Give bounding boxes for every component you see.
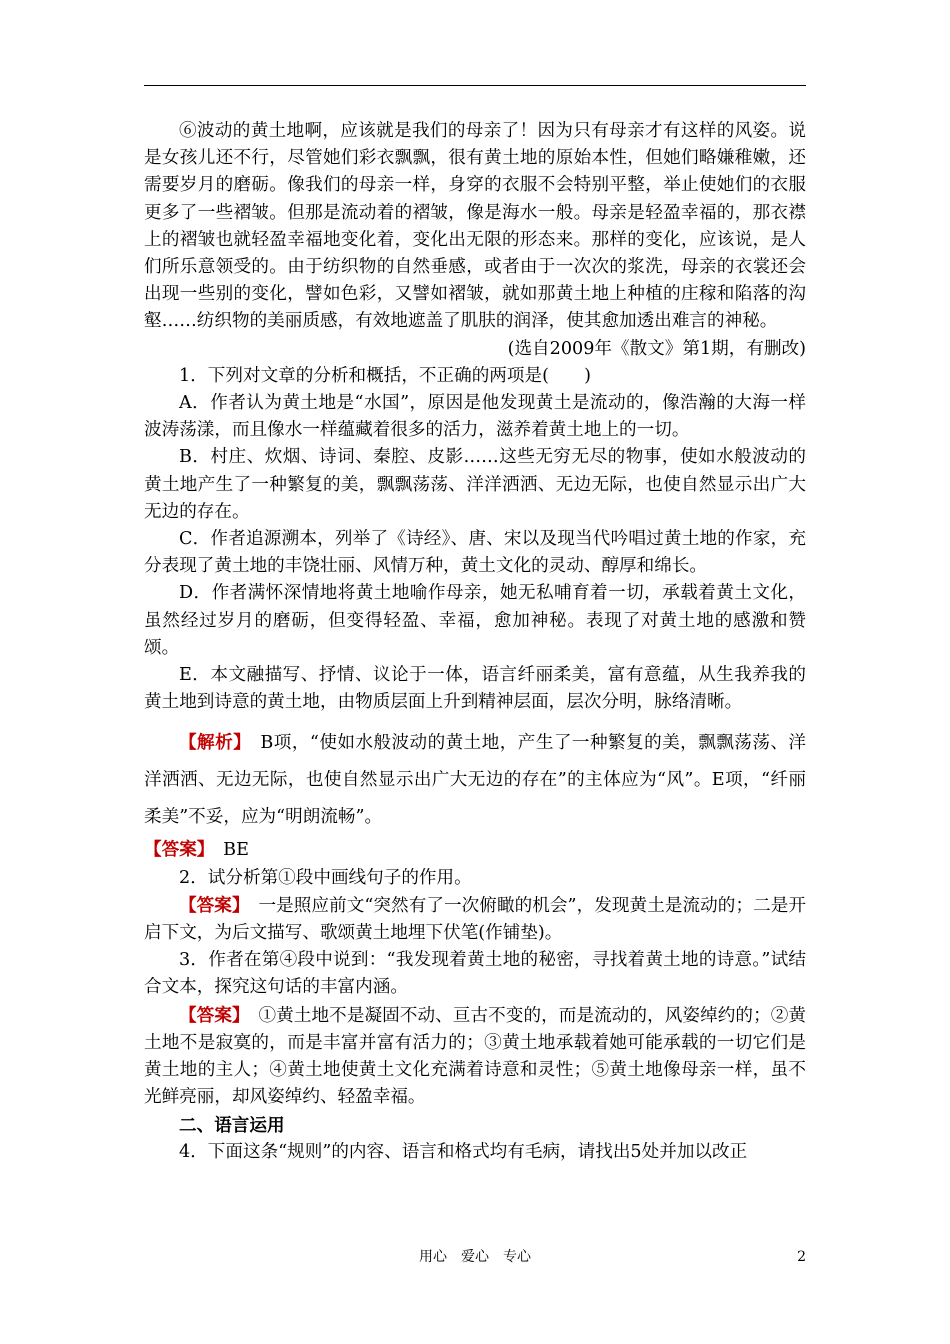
page-number: 2	[797, 1249, 806, 1265]
page-content	[144, 118, 806, 1166]
question-1-answer	[144, 836, 806, 864]
option-a: A．作者认为黄土地是“水国”，原因是他发现黄土是流动的，像浩瀚的大海一样波涛荡漾，而且像水一样蕴藏着很多的活力，滋养着黄土地上的一切。	[144, 393, 806, 441]
answer-text: 一是照应前文“突然有了一次俯瞰的机会”，发现黄土是流动的；二是开启下文，为后文描写、歌颂黄土地埋下伏笔(作铺垫)。	[144, 895, 807, 944]
question-2-answer	[144, 892, 806, 947]
option-d: D．作者满怀深情地将黄土地喻作母亲，她无私哺育着一切，承载着黄土文化，虽然经过岁月的磨砺，但变得轻盈、幸福，愈加神秘。表现了对黄土地的感激和赞颂。	[144, 583, 806, 658]
question-2-stem: 2．试分析第①段中画线句子的作用。	[179, 867, 472, 888]
question-3-stem: 3．作者在第④段中说到：“我发现着黄土地的秘密，寻找着黄土地的诗意。”试结合文本，探究这句话的丰富内涵。	[144, 950, 806, 998]
paragraph-6: ⑥波动的黄土地啊，应该就是我们的母亲了！因为只有母亲才有这样的风姿。说是女孩儿还不行，尽管她们彩衣飘飘，很有黄土地的原始本性，但她们略嫌稚嫩，还需要岁月的磨砺。像我们的母亲一样，身穿的衣服不会特别平整，举止使她们的衣服更多了一些褶皱。但那是流动着的褶皱，像是海水一般。母亲是轻盈幸福的，那衣襟上的褶皱也就轻盈幸福地变化着，变化出无限的形态来。那样的变化，应该说，是人们所乐意领受的。由于纺织物的自然垂感，或者由于一次次的浆洗，母亲的衣裳还会出现一些别的变化，譬如色彩，又譬如褶皱，就如那黄土地上种植的庄稼和陷落的沟壑……纺织物的美丽质感，有效地遮盖了肌肤的润泽，使其愈加透出难言的神秘。	[144, 121, 806, 332]
option-c: C．作者追源溯本，列举了《诗经》、唐、宋以及现当代吟唱过黄土地的作家，充分表现了黄土地的丰饶壮丽、风情万种，黄土文化的灵动、醇厚和绵长。	[144, 529, 806, 577]
footer-motto: 用心 爱心 专心	[419, 1249, 531, 1265]
answer-text: ①黄土地不是凝固不动、亘古不变的，而是流动的，风姿绰约的；②黄土地不是寂寞的，而是丰富并富有活力的；③黄土地承载着她可能承载的一切它们是黄土地的主人；④黄土地使黄土文化充满着诗意和灵性；⑤黄土地像母亲一样，虽不光鲜亮丽，却风姿绰约、轻盈幸福。	[144, 1005, 806, 1108]
question-3-answer	[144, 1002, 806, 1112]
analysis-label: 【解析】	[179, 732, 243, 754]
source-citation: (选自2009年《散文》第1期，有删改)	[507, 338, 806, 359]
answer-label: 【答案】	[179, 1004, 241, 1026]
question-1-analysis	[144, 724, 806, 836]
answer-label: 【答案】	[179, 894, 241, 916]
answer-text: BE	[205, 840, 249, 861]
option-b: B．村庄、炊烟、诗词、秦腔、皮影……这些无穷无尽的物事，使如水般波动的黄土地产生了一种繁复的美，飘飘荡荡、洋洋洒洒、无边无际，也使自然显示出广大无边的存在。	[144, 447, 806, 522]
header-rule	[144, 85, 806, 86]
section-heading: 二、语言运用	[179, 1114, 285, 1136]
analysis-text: B项，“使如水般波动的黄土地，产生了一种繁复的美，飘飘荡荡、洋洋洒洒、无边无际，也使自然显示出广大无边的存在”的主体应为“风”。E项，“纤丽柔美”不妥，应为“明朗流畅”。	[144, 733, 806, 828]
answer-label: 【答案】	[144, 839, 206, 861]
question-1-stem: 1．下列对文章的分析和概括，不正确的两项是( )	[179, 365, 591, 386]
option-e: E．本文融描写、抒情、议论于一体，语言纤丽柔美，富有意蕴，从生我养我的黄土地到诗意的黄土地，由物质层面上升到精神层面，层次分明，脉络清晰。	[144, 665, 806, 713]
question-4-stem: 4．下面这条“规则”的内容、语言和格式均有毛病，请找出5处并加以改正	[179, 1141, 748, 1162]
